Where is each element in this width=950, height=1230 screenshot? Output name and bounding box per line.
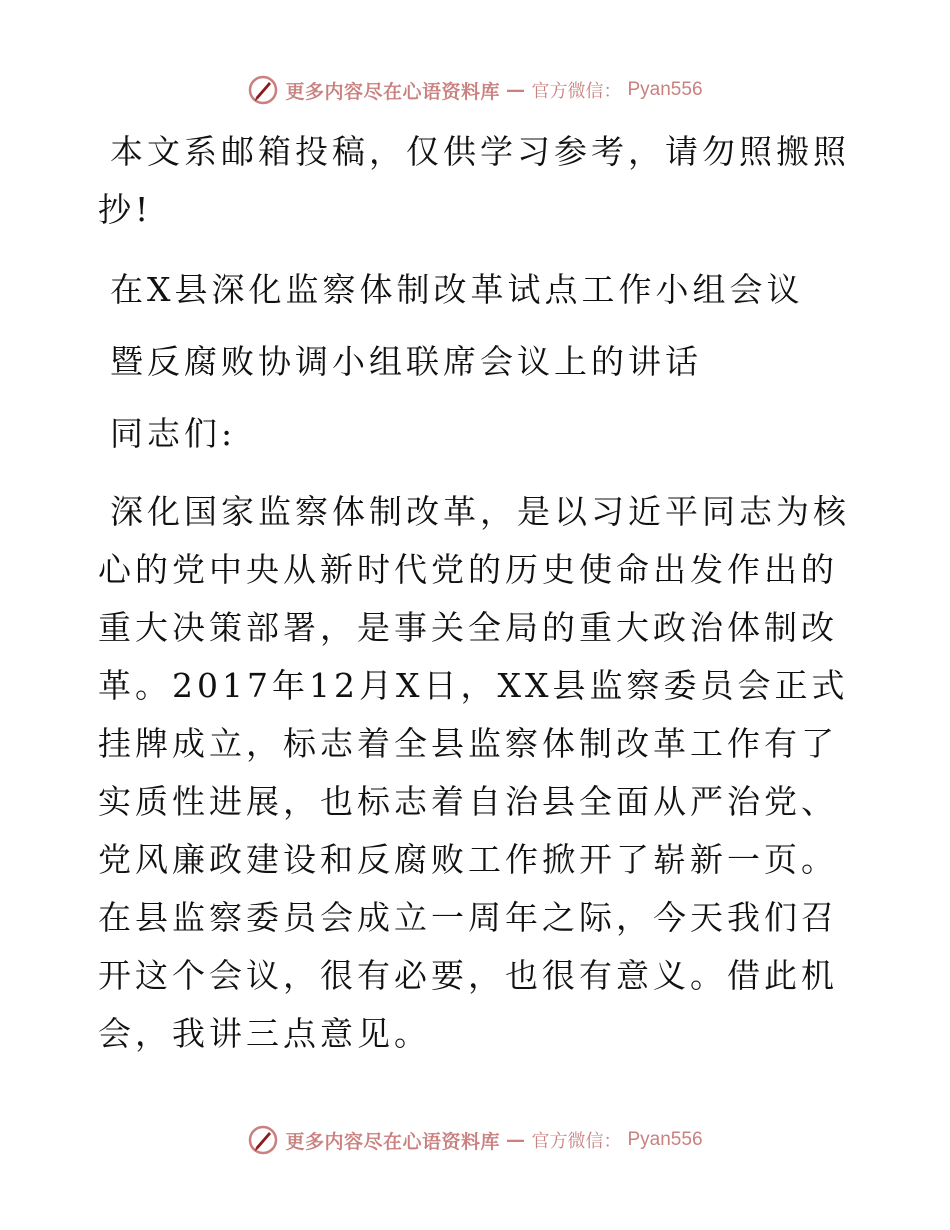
banner-wechat-id: Pyan556 <box>627 79 703 100</box>
banner-wechat-id: Pyan556 <box>627 1129 703 1150</box>
document-body <box>98 123 858 1063</box>
notice-text: 本文系邮箱投稿，仅供学习参考，请勿照搬照抄! <box>98 132 850 229</box>
header-banner <box>0 70 950 110</box>
banner-text: 更多内容尽在心语资料库 <box>285 80 500 103</box>
banner-wechat-label: 官方微信： <box>531 1131 622 1152</box>
salutation: 同志们: <box>110 414 237 453</box>
title-line-2: 暨反腐败协调小组联席会议上的讲话 <box>110 342 702 381</box>
quill-logo-icon <box>247 1124 279 1156</box>
banner-dash: — <box>506 1129 526 1151</box>
banner-wechat-label: 官方微信： <box>531 81 622 102</box>
footer-banner <box>0 1120 950 1160</box>
body-paragraph: 深化国家监察体制改革，是以习近平同志为核心的党中央从新时代党的历史使命出发作出的重大决策部署，是事关全局的重大政治体制改革。2017年12月X日，XX县监察委员会正式挂牌成立，标志着全县监察体制改革工作有了实质性进展，也标志着自治县全面从严治党、党风廉政建设和反腐败工作掀开了崭新一页。在县监察委员会成立一周年之际，今天我们召开这个会议，很有必要，也很有意义。借此机会，我讲三点意见。 <box>98 492 850 1053</box>
quill-logo-icon <box>247 74 279 106</box>
banner-text: 更多内容尽在心语资料库 <box>285 1130 500 1153</box>
banner-dash: — <box>506 79 526 101</box>
title-line-1: 在X县深化监察体制改革试点工作小组会议 <box>110 270 804 309</box>
